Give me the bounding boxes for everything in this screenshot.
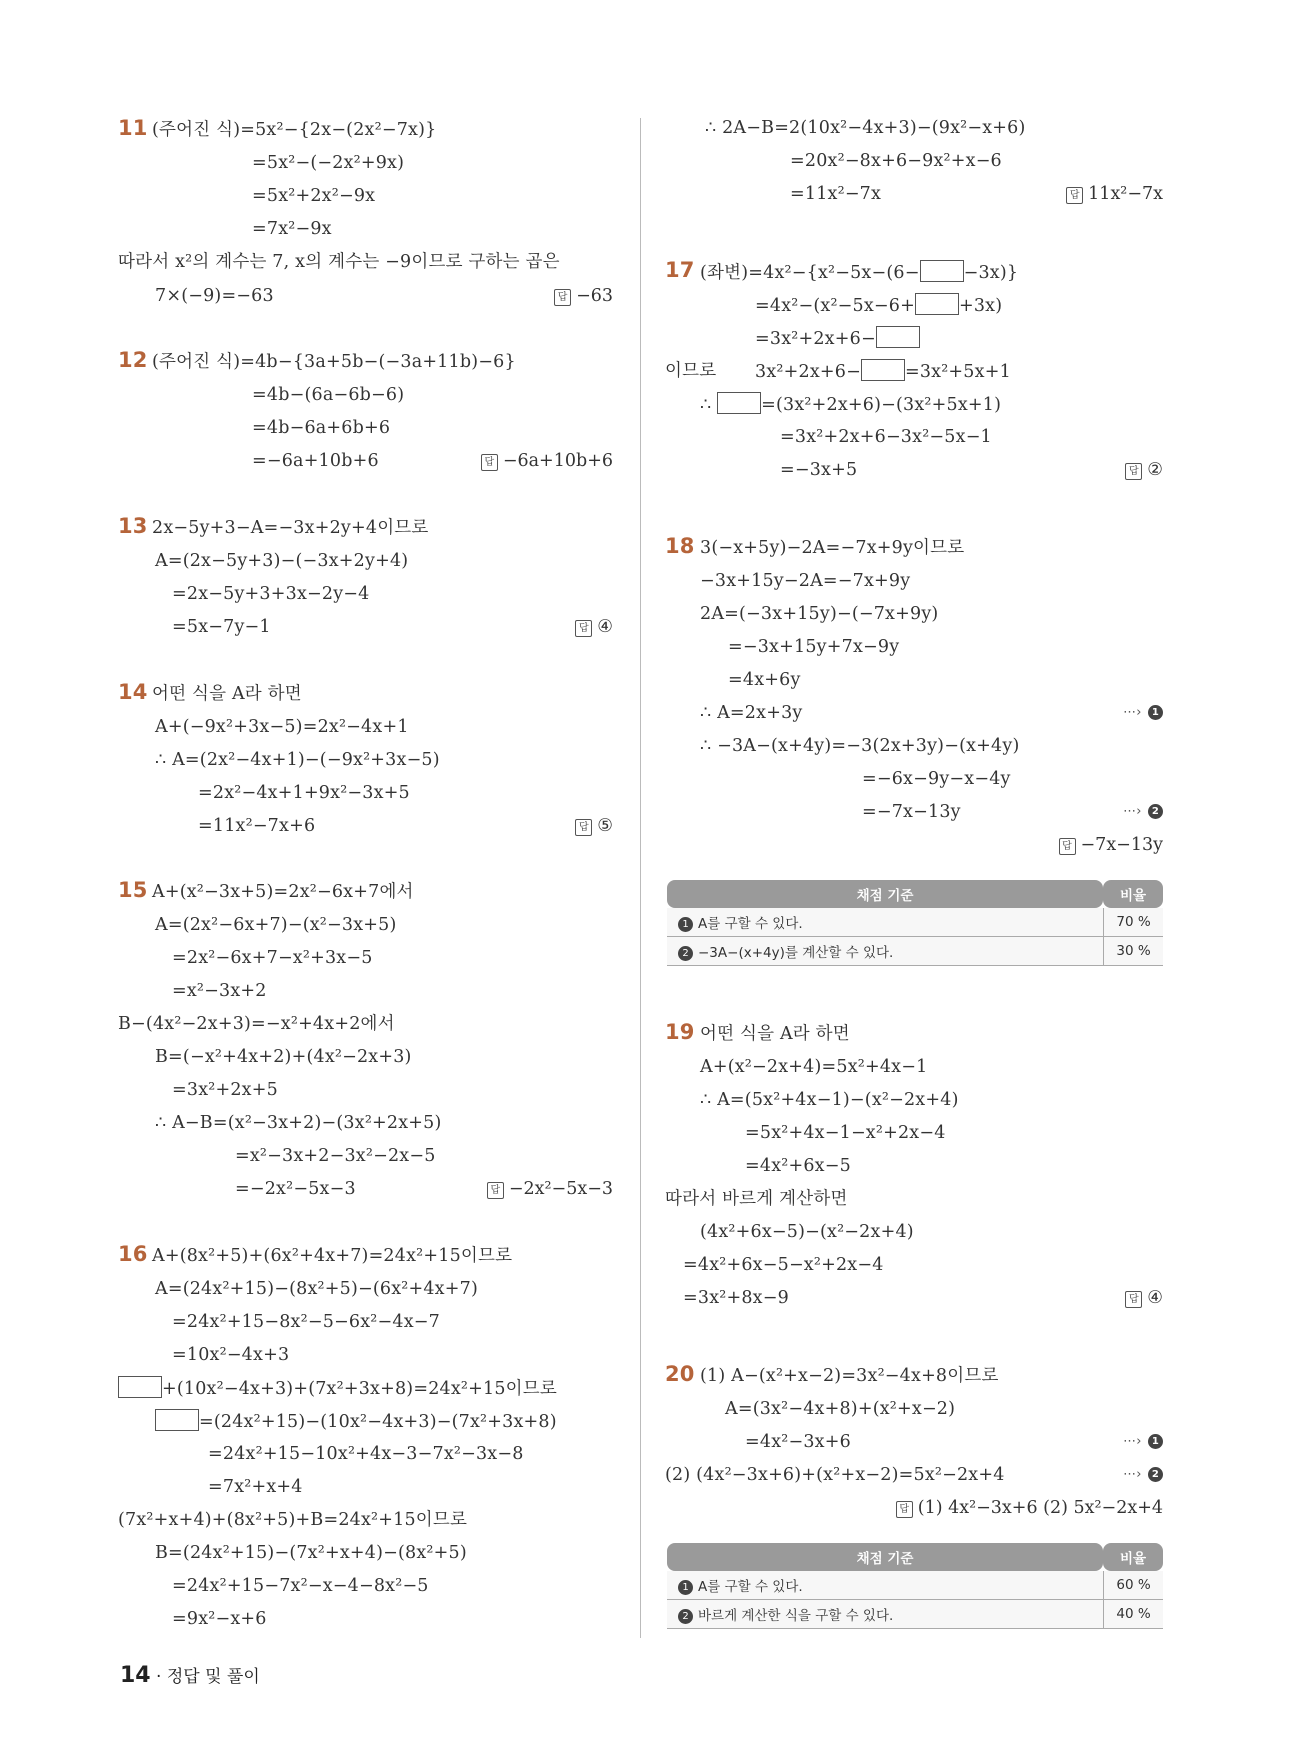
expr-text: =3x²+2x+5 [172,1080,278,1100]
expr-text: =24x²+15−7x²−x−4−8x²−5 [172,1576,429,1596]
expr-text: A+(−9x²+3x−5)=2x²−4x+1 [155,717,409,737]
blank-box [861,359,905,381]
solution-line [665,1187,848,1211]
criteria-cell [667,937,1103,966]
expr-text: =3x²+2x+6− [755,329,876,349]
step-number: 2 [678,1609,693,1624]
answer [1125,458,1163,482]
solution-line [780,425,992,449]
expr-text: 어떤 식을 A라 하면 [700,1024,850,1044]
expr-text: =9x²−x+6 [172,1609,267,1629]
expr-text: =−6a+10b+6 [252,451,379,471]
expr-text: 2A=(−3x+15y)−(−7x+9y) [700,604,939,624]
blank-box [876,326,920,348]
solution-line [155,549,408,573]
solution-line [728,635,899,659]
expr-text: =2x²−6x+7−x²+3x−5 [172,948,373,968]
solution-line [172,1574,429,1598]
blank-box [717,392,761,414]
step-marker: ⋯› 2 [1123,800,1163,824]
expr-text: =24x²+15−10x²+4x−3−7x²−3x−8 [208,1444,524,1464]
solution-line [152,118,436,142]
page-footer [120,1662,260,1688]
expr-text: ∴ A−B=(x²−3x+2)−(3x²+2x+5) [155,1113,442,1133]
expr-text: ∴ −3A−(x+4y)=−3(2x+3y)−(x+4y) [700,736,1020,756]
solution-line [118,1508,467,1532]
answer-text: −7x−13y [1080,835,1163,855]
expr-text: 2x−5y+3−A=−3x+2y+4이므로 [152,518,429,538]
answer-text: −6a+10b+6 [502,451,613,471]
answer [481,449,613,473]
answer-text: ④ [1147,1288,1163,1308]
expr-text: =−7x−13y [862,802,961,822]
solution-line [780,458,857,482]
step-marker: ⋯› 1 [1123,1430,1163,1454]
solution-line [862,767,1011,791]
solution-line [745,1430,851,1454]
table-row [667,1600,1163,1629]
solution-line [118,1012,395,1036]
step-number: 1 [678,1580,693,1595]
criteria-text: A를 구할 수 있다. [698,916,803,932]
expr-text: ∴ [700,395,718,415]
solution-line [700,701,803,725]
grading-table [667,880,1163,966]
answer-icon: 답 [575,620,592,637]
answer [1066,182,1163,206]
expr-text: (2) (4x²−3x+6)+(x²+x−2)=5x²−2x+4 [665,1465,1005,1485]
expr-text: A=(2x−5y+3)−(−3x+2y+4) [155,551,409,571]
solution-line [252,449,379,473]
solution-line [252,383,404,407]
solution-line [862,800,961,824]
table-row [667,908,1163,937]
solution-line [172,946,373,970]
problem-number: 11 [118,116,148,140]
expr-text: =x²−3x+2 [172,981,267,1001]
expr-text: =(24x²+15)−(10x²−4x+3)−(7x²+3x+8) [199,1412,557,1432]
solution-line [172,1078,278,1102]
ratio-cell: 30 % [1103,937,1163,966]
solution-line [755,293,1002,318]
expr-text: =−6x−9y−x−4y [862,769,1011,789]
solution-line [235,1144,436,1168]
solution-line [172,615,271,639]
solution-line [172,1343,289,1367]
solution-line [118,250,560,274]
expr-text: +(10x²−4x+3)+(7x²+3x+8)=24x²+15이므로 [162,1379,557,1399]
expr-text: =7x²−9x [252,219,332,239]
expr-text: −3x+15y−2A=−7x+9y [700,571,911,591]
grading-table [667,1543,1163,1629]
solution-line [700,1220,914,1244]
problem-number: 17 [665,258,695,282]
solution-line [700,1055,927,1079]
solution-line [755,326,920,351]
expr-text: 이므로 [665,361,717,381]
answer-icon: 답 [896,1501,913,1518]
expr-text: =20x²−8x+6−9x²+x−6 [790,151,1002,171]
answer-icon: 답 [554,289,571,306]
solution-line [700,734,1019,758]
expr-text: (7x²+x+4)+(8x²+5)+B=24x²+15이므로 [118,1510,468,1530]
solution-line [252,151,404,175]
problem-number: 15 [118,878,148,902]
solution-line [198,781,410,805]
problem-number: 18 [665,534,695,558]
solution-line [198,814,315,838]
expr-text: 따라서 x²의 계수는 7, x의 계수는 −9이므로 구하는 곱은 [118,252,560,272]
expr-text: 따라서 바르게 계산하면 [665,1189,848,1209]
expr-text: =5x−7y−1 [172,617,271,637]
expr-text: =4x+6y [728,670,801,690]
expr-text: (좌변)=4x²−{x²−5x−(6− [700,263,920,283]
solution-line [790,149,1002,173]
answer [575,615,613,639]
expr-text: A=(3x²−4x+8)+(x²+x−2) [725,1399,956,1419]
column-divider [640,118,641,1638]
solution-line [745,1154,851,1178]
ratio-cell: 70 % [1103,908,1163,937]
criteria-cell [667,908,1103,937]
expr-text: =2x−5y+3+3x−2y−4 [172,584,370,604]
expr-text: ∴ A=2x+3y [700,703,803,723]
blank-box [920,260,964,282]
expr-text: =4b−6a+6b+6 [252,418,391,438]
expr-text: =4x²−3x+6 [745,1432,851,1452]
criteria-cell [667,1571,1103,1600]
solution-line [118,1376,557,1401]
solution-line [755,359,1011,384]
answer [575,814,613,838]
solution-line [235,1177,356,1201]
expr-text: A+(8x²+5)+(6x²+4x+7)=24x²+15이므로 [152,1246,513,1266]
expr-text: =2x²−4x+1+9x²−3x+5 [198,783,410,803]
solution-line [172,979,267,1003]
expr-text: (주어진 식)=5x²−{2x−(2x²−7x)} [152,120,437,140]
expr-text: =24x²+15−8x²−5−6x²−4x−7 [172,1312,440,1332]
answer-icon: 답 [1066,187,1083,204]
expr-text: ∴ 2A−B=2(10x²−4x+3)−(9x²−x+6) [705,118,1026,138]
expr-text: =3x²+5x+1 [904,362,1011,382]
solution-line [208,1475,303,1499]
solution-line [155,748,440,772]
expr-text: B−(4x²−2x+3)=−x²+4x+2에서 [118,1014,395,1034]
answer-text: ⑤ [597,816,613,836]
solution-line [208,1442,524,1466]
solution-line [252,416,390,440]
solution-line [152,682,302,706]
answer-icon: 답 [575,819,592,836]
header-criteria: 채점 기준 [667,880,1103,908]
solution-line [790,182,881,206]
expr-text: 3(−x+5y)−2A=−7x+9y이므로 [700,538,965,558]
expr-text: =7x²+x+4 [208,1477,303,1497]
expr-text: A=(24x²+15)−(8x²+5)−(6x²+4x+7) [155,1279,478,1299]
blank-box [915,293,959,315]
expr-text: =3x²+2x+6−3x²−5x−1 [780,427,992,447]
expr-text: =11x²−7x [790,184,882,204]
solution-line [683,1253,884,1277]
expr-text: A=(2x²−6x+7)−(x²−3x+5) [155,915,397,935]
step-marker: ⋯› 1 [1123,701,1163,725]
solution-line [725,1397,955,1421]
footer-bullet: · [156,1667,167,1687]
expr-text: B=(24x²+15)−(7x²+x+4)−(8x²+5) [155,1543,467,1563]
expr-text: =5x²+2x²−9x [252,186,376,206]
solution-line [665,1463,1005,1487]
blank-box [155,1409,199,1431]
criteria-text: 바르게 계산한 식을 구할 수 있다. [698,1608,894,1624]
answer [554,284,613,308]
answer-icon: 답 [1125,1291,1142,1308]
answer [896,1496,1163,1520]
solution-line [700,536,964,560]
problem-number: 20 [665,1362,695,1386]
expr-text: (1) A−(x²+x−2)=3x²−4x+8이므로 [700,1366,999,1386]
solution-line [252,217,332,241]
expr-text: =4x²−(x²−5x−6+ [755,296,915,316]
expr-text: =−3x+5 [780,460,858,480]
page-number: 14 [120,1663,151,1688]
expr-text: =4x²+6x−5 [745,1156,851,1176]
expr-text: ∴ A=(5x²+4x−1)−(x²−2x+4) [700,1090,959,1110]
expr-text: =4x²+6x−5−x²+2x−4 [683,1255,884,1275]
solution-line [155,913,397,937]
ratio-cell: 60 % [1103,1571,1163,1600]
problem-number: 12 [118,348,148,372]
problem-number: 14 [118,680,148,704]
header-ratio: 비율 [1103,1543,1163,1571]
expr-text: =−3x+15y+7x−9y [728,637,900,657]
header-criteria: 채점 기준 [667,1543,1103,1571]
solution-line [172,1310,440,1334]
problem-number: 13 [118,514,148,538]
problem-number: 16 [118,1242,148,1266]
expr-text: 어떤 식을 A라 하면 [152,684,302,704]
solution-line [683,1286,789,1310]
step-number: 2 [678,946,693,961]
footer-label: 정답 및 풀이 [166,1667,260,1687]
answer-text: ② [1147,460,1163,480]
solution-line [700,602,938,626]
expr-text: 7×(−9)=−63 [155,286,274,306]
solution-line [155,1045,412,1069]
expr-text: A+(x²−2x+4)=5x²+4x−1 [700,1057,928,1077]
expr-text: =4b−(6a−6b−6) [252,385,405,405]
expr-text: =(3x²+2x+6)−(3x²+5x+1) [761,395,1002,415]
answer-icon: 답 [1059,838,1076,855]
step-marker: ⋯› 2 [1123,1463,1163,1487]
expr-text: 3x²+2x+6− [755,362,861,382]
step-number: 1 [678,917,693,932]
solution-line [252,184,375,208]
ratio-cell: 40 % [1103,1600,1163,1629]
expr-text: B=(−x²+4x+2)+(4x²−2x+3) [155,1047,412,1067]
solution-line [152,880,414,904]
solution-line [155,1409,557,1434]
answer-text: (1) 4x²−3x+6 (2) 5x²−2x+4 [917,1498,1163,1518]
solution-line [152,350,516,374]
expr-text: =11x²−7x+6 [198,816,316,836]
expr-text: −3x)} [963,263,1019,283]
answer [1059,833,1163,857]
expr-text: (4x²+6x−5)−(x²−2x+4) [700,1222,914,1242]
solution-line [155,1541,467,1565]
answer [1125,1286,1163,1310]
expr-text: =3x²+8x−9 [683,1288,789,1308]
solution-line [700,260,1018,285]
solution-line [155,284,274,308]
solution-line [172,1607,267,1631]
solution-line [152,1244,512,1268]
expr-text: =5x²+4x−1−x²+2x−4 [745,1123,946,1143]
expr-text: =5x²−(−2x²+9x) [252,153,405,173]
answer-icon: 답 [481,454,498,471]
solution-line [155,1111,442,1135]
expr-text: (주어진 식)=4b−{3a+5b−(−3a+11b)−6} [152,352,516,372]
solution-line [728,668,801,692]
solution-line [745,1121,946,1145]
solution-line [152,516,429,540]
solution-line [700,569,910,593]
answer [487,1177,613,1201]
solution-line [700,392,1001,417]
solution-line [705,116,1026,140]
answer-icon: 답 [487,1182,504,1199]
expr-text: ∴ A=(2x²−4x+1)−(−9x²+3x−5) [155,750,440,770]
solution-line [155,715,409,739]
solution-line [700,1364,999,1388]
table-row [667,937,1163,966]
criteria-text: A를 구할 수 있다. [698,1579,803,1595]
answer-text: 11x²−7x [1088,184,1163,204]
answer-text: ④ [597,617,613,637]
expr-text: +3x) [958,296,1003,316]
answer-text: −2x²−5x−3 [508,1179,613,1199]
header-ratio: 비율 [1103,880,1163,908]
solution-line [155,1277,478,1301]
answer-text: −63 [576,286,613,306]
problem-number: 19 [665,1020,695,1044]
expr-text: =x²−3x+2−3x²−2x−5 [235,1146,436,1166]
solution-line [172,582,370,606]
solution-line [700,1022,850,1046]
solution-line [665,359,716,383]
solution-line [700,1088,959,1112]
table-row [667,1571,1163,1600]
blank-box [118,1376,162,1398]
expr-text: =−2x²−5x−3 [235,1179,356,1199]
criteria-text: −3A−(x+4y)를 계산할 수 있다. [698,945,894,961]
expr-text: A+(x²−3x+5)=2x²−6x+7에서 [152,882,414,902]
expr-text: =10x²−4x+3 [172,1345,290,1365]
answer-icon: 답 [1125,463,1142,480]
criteria-cell [667,1600,1103,1629]
